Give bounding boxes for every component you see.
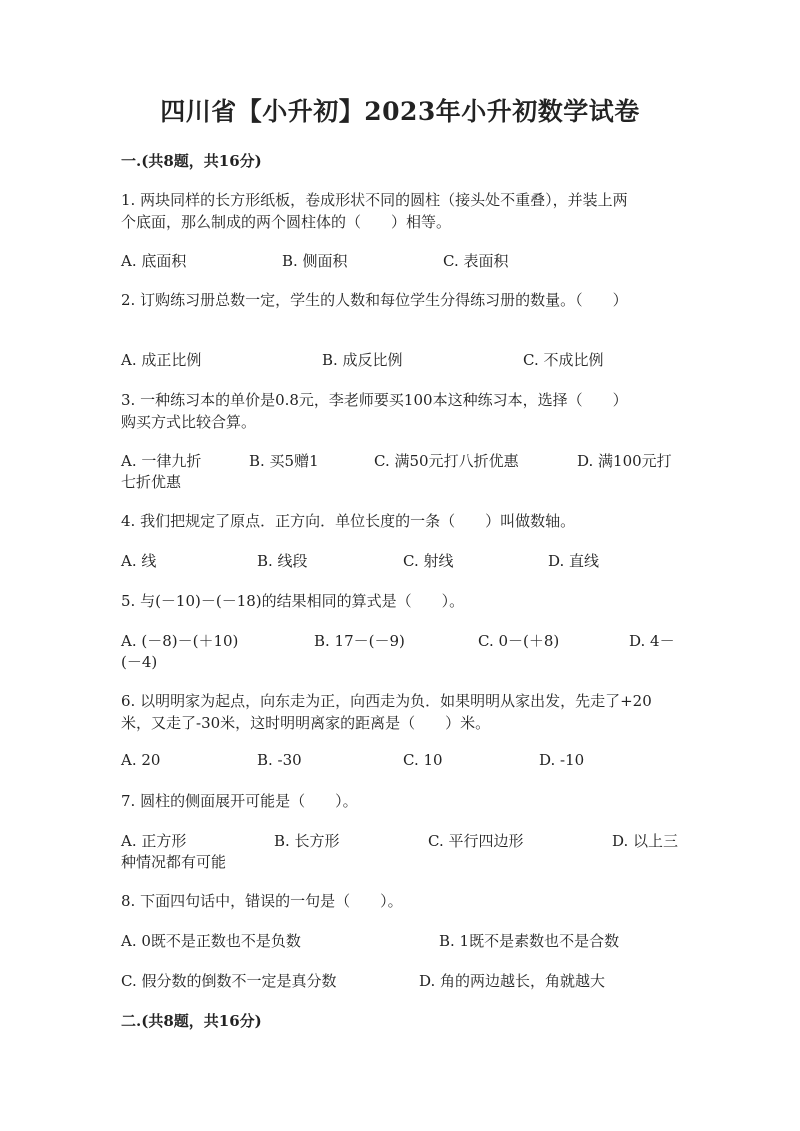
question-8-option-a: A. 0既不是正数也不是负数 <box>121 932 301 950</box>
question-1-option-a: A. 底面积 <box>121 252 187 270</box>
section-header-1: 一.(共8题，共16分) <box>121 152 262 170</box>
question-7-option-b: B. 长方形 <box>274 832 340 850</box>
question-2-line-1: 2. 订购练习册总数一定，学生的人数和每位学生分得练习册的数量。（ ） <box>121 291 628 309</box>
question-8-option-b: B. 1既不是素数也不是合数 <box>439 932 620 950</box>
question-6-option-a: A. 20 <box>121 751 161 769</box>
question-5-option-d: D. 4－ <box>629 632 675 650</box>
question-4-option-b: B. 线段 <box>257 552 308 570</box>
page-title: 四川省【小升初】2023年小升初数学试卷 <box>160 97 640 126</box>
question-6-line-1: 6. 以明明家为起点，向东走为正，向西走为负．如果明明从家出发，先走了+20 <box>121 692 652 710</box>
question-4-line-1: 4. 我们把规定了原点．正方向．单位长度的一条（ ）叫做数轴。 <box>121 512 576 530</box>
question-4-option-a: A. 线 <box>121 552 157 570</box>
question-7-option-c: C. 平行四边形 <box>428 832 524 850</box>
question-7-option-d: D. 以上三 <box>612 832 679 850</box>
question-1-option-c: C. 表面积 <box>443 252 509 270</box>
question-5-option-d-cont: (－4) <box>121 653 158 671</box>
question-7-option-a: A. 正方形 <box>121 832 187 850</box>
question-6-option-c: C. 10 <box>403 751 443 769</box>
question-1-line-2: 个底面，那么制成的两个圆柱体的（ ）相等。 <box>121 213 452 231</box>
question-5-option-b: B. 17－(－9) <box>314 632 405 650</box>
question-7-option-d-cont: 种情况都有可能 <box>121 853 227 871</box>
question-3-option-d-cont: 七折优惠 <box>121 473 182 491</box>
question-6-option-d: D. -10 <box>539 751 585 769</box>
question-6-line-2: 米，又走了-30米，这时明明离家的距离是（ ）米。 <box>121 714 491 732</box>
question-3-option-b: B. 买5赠1 <box>249 452 319 470</box>
question-2-option-a: A. 成正比例 <box>121 351 202 369</box>
question-3-option-d: D. 满100元打 <box>577 452 672 470</box>
question-5-line-1: 5. 与(－10)－(－18)的结果相同的算式是（ ）。 <box>121 592 465 610</box>
question-4-option-d: D. 直线 <box>548 552 600 570</box>
question-3-option-a: A. 一律九折 <box>121 452 202 470</box>
question-3-option-c: C. 满50元打八折优惠 <box>374 452 519 470</box>
question-8-option-d: D. 角的两边越长，角就越大 <box>419 972 606 990</box>
question-3-line-1: 3. 一种练习本的单价是0.8元，李老师要买100本这种练习本，选择（ ） <box>121 391 628 409</box>
question-1-line-1: 1. 两块同样的长方形纸板，卷成形状不同的圆柱（接头处不重叠），并装上两 <box>121 191 628 209</box>
question-1-option-b: B. 侧面积 <box>282 252 348 270</box>
question-5-option-a: A. (－8)－(＋10) <box>121 632 239 650</box>
question-4-option-c: C. 射线 <box>403 552 454 570</box>
question-3-line-2: 购买方式比较合算。 <box>121 413 257 431</box>
question-8-line-1: 8. 下面四句话中，错误的一句是（ ）。 <box>121 892 403 910</box>
question-5-option-c: C. 0－(＋8) <box>478 632 560 650</box>
question-8-option-c: C. 假分数的倒数不一定是真分数 <box>121 972 337 990</box>
question-2-option-b: B. 成反比例 <box>322 351 403 369</box>
question-6-option-b: B. -30 <box>257 751 302 769</box>
section-header-2: 二.(共8题，共16分) <box>121 1012 262 1030</box>
question-7-line-1: 7. 圆柱的侧面展开可能是（ ）。 <box>121 792 358 810</box>
question-2-option-c: C. 不成比例 <box>523 351 604 369</box>
